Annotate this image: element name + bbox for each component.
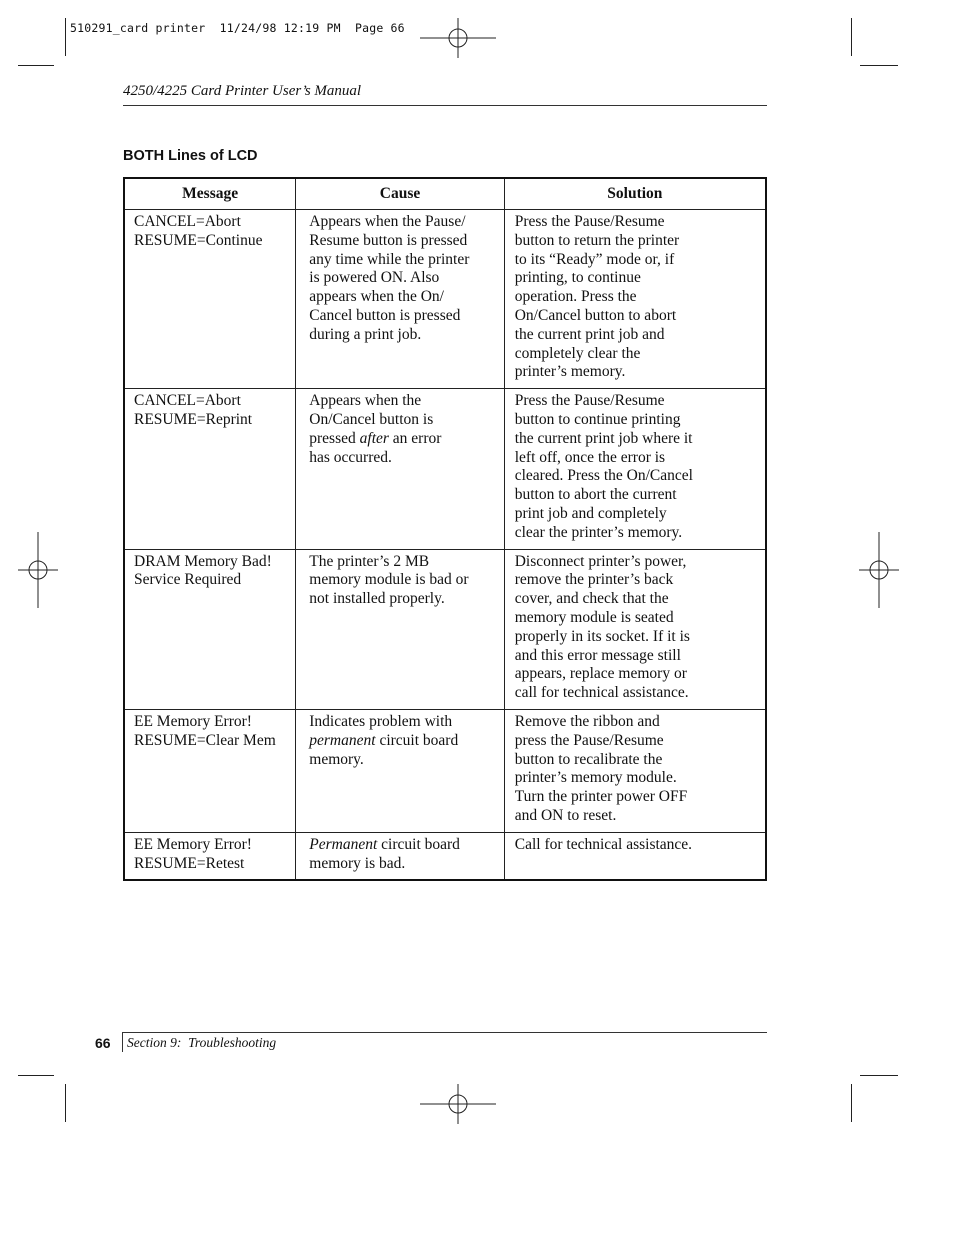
solution-line: the current print job where it [514,429,693,447]
solution-line: press the Pause/Resume [514,731,664,749]
solution-cell [504,832,766,880]
solution-line: print job and completely [514,504,667,522]
solution-cell [504,389,766,549]
section-heading: BOTH Lines of LCD [123,148,258,164]
header-rule [123,105,767,106]
message-line: RESUME=Clear Mem [134,731,276,749]
page-number: 66 [95,1035,111,1051]
message-line: Service Required [134,571,242,589]
solution-cell [504,549,766,709]
column-header-cause: Cause [296,178,504,210]
solution-line: cover, and check that the [514,590,669,608]
message-cell [124,549,296,709]
cause-cell [296,549,504,709]
solution-line: printing, to continue [514,269,641,287]
solution-line: appears, replace memory or [514,665,687,683]
solution-line: Call for technical assistance. [514,835,693,853]
cause-line: has occurred. [309,448,392,466]
footer-rule [123,1032,767,1033]
message-line: RESUME=Retest [134,854,245,872]
table-header-row [124,178,766,210]
solution-line: Remove the ribbon and [514,712,660,730]
message-line: CANCEL=Abort [134,392,241,410]
solution-cell [504,709,766,832]
crop-mark [851,1084,852,1122]
cause-line: Resume button is pressed [309,231,468,249]
cause-line: not installed properly. [309,590,445,608]
crop-mark [860,1075,898,1076]
emphasis-text: Permanent [309,835,378,853]
emphasis-text: permanent [309,731,376,749]
solution-line: Turn the printer power OFF [514,788,688,806]
cause-line: Indicates problem with [309,712,453,730]
registration-mark-icon [18,532,58,608]
cause-line [309,430,495,449]
solution-line: properly in its socket. If it is [514,627,690,645]
table-row [124,709,766,832]
crop-mark [65,1084,66,1122]
cause-text: circuit board [377,835,460,853]
solution-line: to its “Ready” mode or, if [514,250,675,268]
solution-line: button to return the printer [514,231,680,249]
cause-line: during a print job. [309,325,422,343]
solution-line: clear the printer’s memory. [514,523,683,541]
message-cell [124,210,296,389]
solution-line: and ON to reset. [514,806,617,824]
solution-cell [504,210,766,389]
solution-line: button to abort the current [514,486,677,504]
solution-line: printer’s memory. [514,363,626,381]
running-head: 4250/4225 Card Printer User’s Manual [123,83,362,99]
registration-mark-icon [420,1084,496,1124]
footer-divider [122,1032,123,1052]
cause-line: On/Cancel button is [309,410,434,428]
solution-line: remove the printer’s back [514,571,674,589]
crop-mark [851,18,852,56]
solution-line: left off, once the error is [514,448,666,466]
solution-line: On/Cancel button to abort [514,306,677,324]
message-line: CANCEL=Abort [134,213,241,230]
solution-line: operation. Press the [514,288,637,306]
cause-cell [296,709,504,832]
crop-mark [18,65,54,66]
message-line: RESUME=Reprint [134,410,253,428]
message-line: EE Memory Error! [134,835,252,853]
solution-line: button to recalibrate the [514,750,663,768]
cause-line: The printer’s 2 MB [309,552,430,570]
solution-line: button to continue printing [514,410,681,428]
table-row [124,389,766,549]
solution-line: Disconnect printer’s power, [514,552,687,570]
crop-mark [860,65,898,66]
message-line: DRAM Memory Bad! [134,552,272,570]
solution-line: the current print job and [514,325,665,343]
lcd-messages-table [123,177,767,881]
solution-line: Press the Pause/Resume [514,392,665,410]
cause-text: pressed [309,429,360,447]
table-row [124,549,766,709]
solution-line: and this error message still [514,646,681,664]
cause-line: memory is bad. [309,854,406,872]
cause-line: Cancel button is pressed [309,306,461,324]
cause-line [309,732,495,751]
print-slug: 510291_card printer 11/24/98 12:19 PM Page 66 [70,21,405,35]
message-line: RESUME=Continue [134,231,263,249]
cause-cell [296,210,504,389]
cause-text: an error [388,429,442,447]
cause-line: any time while the printer [309,250,470,268]
cause-line: memory module is bad or [309,571,469,589]
column-header-solution: Solution [504,178,766,210]
solution-line: completely clear the [514,344,641,362]
crop-mark [65,18,66,56]
message-cell [124,832,296,880]
message-cell [124,709,296,832]
registration-mark-icon [420,18,496,58]
cause-line: Appears when the Pause/ [309,213,466,230]
message-line: EE Memory Error! [134,712,252,730]
cause-line: memory. [309,750,364,768]
solution-line: Press the Pause/Resume [514,213,665,230]
table-row [124,210,766,389]
solution-line: printer’s memory module. [514,769,677,787]
cause-line: Appears when the [309,392,422,410]
emphasis-text: after [359,429,389,447]
cause-line: is powered ON. Also [309,269,440,287]
solution-line: memory module is seated [514,608,674,626]
cause-cell [296,832,504,880]
crop-mark [18,1075,54,1076]
solution-line: cleared. Press the On/Cancel [514,467,693,485]
solution-line: call for technical assistance. [514,684,689,702]
table-row [124,832,766,880]
column-header-message: Message [124,178,296,210]
cause-line [309,836,495,855]
registration-mark-icon [859,532,899,608]
cause-text: circuit board [375,731,459,749]
message-cell [124,389,296,549]
cause-line: appears when the On/ [309,288,444,306]
footer-section-title: Section 9: Troubleshooting [127,1035,277,1050]
cause-cell [296,389,504,549]
